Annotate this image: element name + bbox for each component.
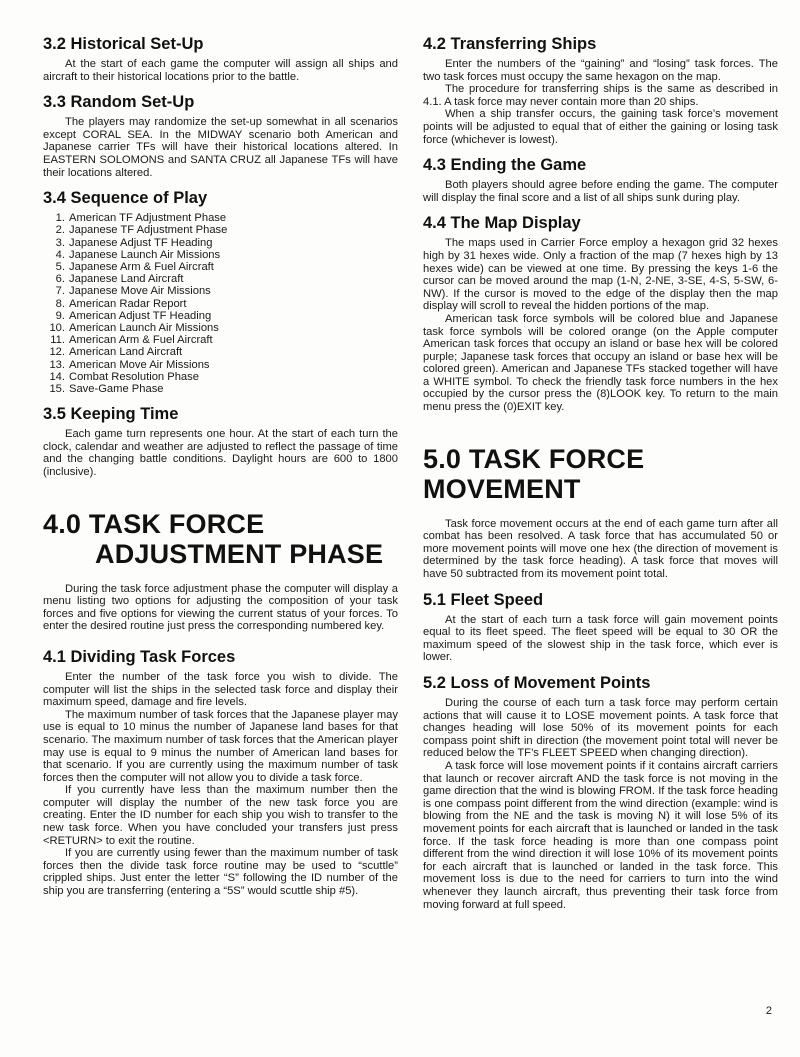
sequence-item	[43, 346, 398, 358]
section-4-0-heading-line1: 4.0 TASK FORCE	[43, 508, 265, 539]
section-3-5-text: Each game turn represents one hour. At the start of each turn the clock, calendar and weather are adjusted to reflect the passage of time and the changing battle conditions. Daylight hours are 600 to 1800 (inclusive).	[43, 428, 398, 478]
section-3-2-heading: 3.2 Historical Set-Up	[43, 35, 204, 53]
left-column	[43, 34, 398, 898]
section-4-1-para-1: Enter the number of the task force you wish to divide. The computer will list the ships in the selected task force and display their maximum speed, damage and fire levels.	[43, 670, 398, 709]
sequence-item	[43, 224, 398, 236]
sequence-item-number: 10.	[49, 321, 65, 334]
section-5-1-heading: 5.1 Fleet Speed	[423, 590, 544, 609]
sequence-item-number: 1.	[55, 212, 65, 225]
section-4-3-heading: 4.3 Ending the Game	[423, 156, 587, 175]
sequence-item-number: 5.	[55, 260, 65, 273]
section-5-1-text: At the start of each turn a task force will gain movement points equal to its fleet speed. The fleet speed will be equal to 30 OR the maximum speed of the slowest ship in the task force, which ever is lower.	[423, 613, 778, 664]
section-4-4-para-1: The maps used in Carrier Force employ a hexagon grid 32 hexes high by 31 hexes wide. Only a fraction of the map (7 hexes high by 13 hexes wide) can be viewed at one time. By pressing the keys 1-6 the cursor can be moved around the map (1-N, 2-NE, 3-SE, 4-S, 5-SW, 6-NW). If the cursor is moved to the edge of the display then the map display will scroll to reveal the hidden portions of the map.	[423, 237, 778, 313]
sequence-item-text: American Launch Air Missions	[69, 321, 219, 334]
sequence-item	[43, 322, 398, 334]
sequence-item-number: 9.	[55, 309, 65, 322]
section-5-0-heading: 5.0 TASK FORCE MOVEMENT	[423, 443, 645, 504]
sequence-item-text: Japanese Land Aircraft	[69, 273, 184, 286]
section-4-4-para-2: American task force symbols will be colored blue and Japanese task force symbols will be colored orange (on the Apple computer American task forces that occupy an island or base hex will be colored purple; Japanese task forces that occupy an island or base hex will be colored green). American and Japanese TFs stacked together will have a WHITE symbol. To check the friendly task force numbers in the hex occupied by the cursor press the (8)LOOK key. To return to the main menu press the (0)EXIT key.	[423, 312, 778, 414]
section-5-2-para-1: During the course of each turn a task force may perform certain actions that will cause it to LOSE movement points. A task force that changes heading will lose 50% of its movement points for each compass point shift in direction (the movement point total will never be reduced below the TF’s FLEET SPEED when changing direction).	[423, 697, 778, 760]
sequence-item-number: 3.	[55, 236, 65, 249]
section-5-2-heading: 5.2 Loss of Movement Points	[423, 674, 651, 692]
sequence-item	[43, 298, 398, 310]
page-number: 2	[765, 1005, 772, 1017]
section-4-1-para-2: The maximum number of task forces that the Japanese player may use is equal to 10 minus the number of Japanese land bases for that scenario. The maximum number of task forces that the American player may use is equal to 9 minus the number of American land bases for that scenario. If you are currently using the maximum number of task forces then the computer will not allow you to divide a task force.	[43, 708, 398, 784]
sequence-item-text: Combat Resolution Phase	[69, 370, 199, 383]
sequence-item-number: 15.	[49, 383, 65, 395]
right-column	[423, 34, 778, 911]
sequence-item	[43, 237, 398, 249]
sequence-item-number: 11.	[50, 334, 65, 347]
section-5-2-para-2: A task force will lose movement points if it contains aircraft carriers that launch or recover aircraft AND the task force is not moving in the game direction that the wind is blowing FROM. If the task force heading is one compass point different from the wind direction (example: wind is blowing from the NE and the task is moving N) it will lose 5% of its movement points for each aircraft that is launched or landed in the task force. If the task force heading is more than one compass point different from the wind direction it will lose 10% of its movement points for each aircraft that is launched or landed in the task force. This movement loss is due to the need for carriers to turn into the wind whenever they launch aircraft, thus preventing their task force from moving forward at full speed.	[423, 759, 778, 911]
section-3-4-heading: 3.4 Sequence of Play	[43, 189, 208, 208]
sequence-item	[43, 359, 398, 371]
sequence-item-number: 4.	[55, 248, 65, 261]
sequence-item-text: Japanese Arm & Fuel Aircraft	[69, 260, 214, 273]
section-5-0-text: Task force movement occurs at the end of each game turn after all combat has been resolved. A task force that has accumulated 50 or more movement points will move one hex (the direction of movement is determined by the task force heading). A task force that moves will have 50 subtracted from its movement point total.	[423, 517, 778, 581]
section-4-0-text: During the task force adjustment phase the computer will display a menu listing two options for adjusting the composition of your task forces and five options for viewing the current status of your forces. To enter the desired routine just press the corresponding numbered key.	[43, 582, 398, 633]
sequence-item-text: Japanese Adjust TF Heading	[69, 236, 213, 249]
section-4-0-heading-line2: ADJUSTMENT PHASE	[95, 538, 384, 569]
sequence-item-text: American Land Aircraft	[69, 346, 183, 359]
sequence-item	[43, 310, 398, 322]
sequence-item-number: 14.	[49, 370, 65, 383]
section-3-2-text: At the start of each game the computer will assign all ships and aircraft to their historical locations prior to the battle.	[43, 58, 398, 83]
sequence-item-text: Japanese Move Air Missions	[69, 285, 211, 298]
sequence-item-number: 7.	[55, 285, 65, 298]
sequence-item-text: Japanese Launch Air Missions	[69, 248, 221, 261]
sequence-item-number: 2.	[55, 224, 65, 237]
sequence-item-text: Save-Game Phase	[69, 383, 164, 395]
section-3-3-heading: 3.3 Random Set-Up	[43, 93, 195, 112]
section-4-2-para-1: Enter the numbers of the “gaining” and “losing” task forces. The two task forces must occupy the same hexagon on the map.	[423, 58, 778, 83]
section-4-3-text: Both players should agree before ending the game. The computer will display the final score and a list of all ships sunk during play.	[423, 179, 778, 204]
sequence-item	[43, 261, 398, 273]
sequence-item-text: American Radar Report	[69, 297, 187, 310]
sequence-item	[43, 249, 398, 261]
sequence-item-number: 8.	[55, 297, 65, 310]
section-3-5-heading: 3.5 Keeping Time	[43, 405, 179, 424]
section-4-1-para-4: If you are currently using fewer than the maximum number of task forces then the divide task force routine may be used to “scuttle” crippled ships. Just enter the letter “S” following the ID number of the ship you are transferring (entering a “5S” would scuttle ship #5).	[43, 847, 398, 898]
section-4-1-heading: 4.1 Dividing Task Forces	[43, 647, 236, 666]
sequence-item	[43, 285, 398, 297]
sequence-item	[43, 383, 398, 395]
sequence-item-text: Japanese TF Adjustment Phase	[69, 224, 228, 237]
sequence-item	[43, 334, 398, 346]
sequence-item	[43, 371, 398, 383]
sequence-item-text: American Adjust TF Heading	[69, 309, 212, 322]
sequence-item	[43, 212, 398, 224]
sequence-item	[43, 273, 398, 285]
sequence-item-number: 6.	[55, 273, 65, 286]
section-4-1-para-3: If you currently have less than the maximum number then the computer will display the number of the new task force you are creating. Enter the ID number for each ship you wish to transfer to the new task force. When you have concluded your transfers just press <RETURN> to exit the routine.	[43, 784, 398, 847]
sequence-item-number: 13.	[49, 358, 65, 371]
section-4-2-para-2: The procedure for transferring ships is the same as described in 4.1. A task force may never contain more than 20 ships.	[423, 83, 778, 108]
section-3-3-text: The players may randomize the set-up somewhat in all scenarios except CORAL SEA. In the MIDWAY scenario both American and Japanese carrier TFs will have their historical locations altered. In EASTERN SOLOMONS and SANTA CRUZ all Japanese TFs will have their locations altered.	[43, 116, 398, 179]
section-4-4-heading: 4.4 The Map Display	[423, 214, 581, 233]
section-4-2-heading: 4.2 Transferring Ships	[423, 35, 597, 53]
sequence-item-number: 12.	[49, 346, 65, 359]
sequence-item-text: American Move Air Missions	[69, 358, 210, 371]
section-4-2-para-3: When a ship transfer occurs, the gaining task force’s movement points will be adjusted to equal that of either the gaining or losing task force (whichever is lowest).	[423, 108, 778, 146]
sequence-of-play-list	[43, 212, 398, 395]
sequence-item-text: American TF Adjustment Phase	[69, 212, 227, 225]
sequence-item-text: American Arm & Fuel Aircraft	[69, 334, 213, 347]
